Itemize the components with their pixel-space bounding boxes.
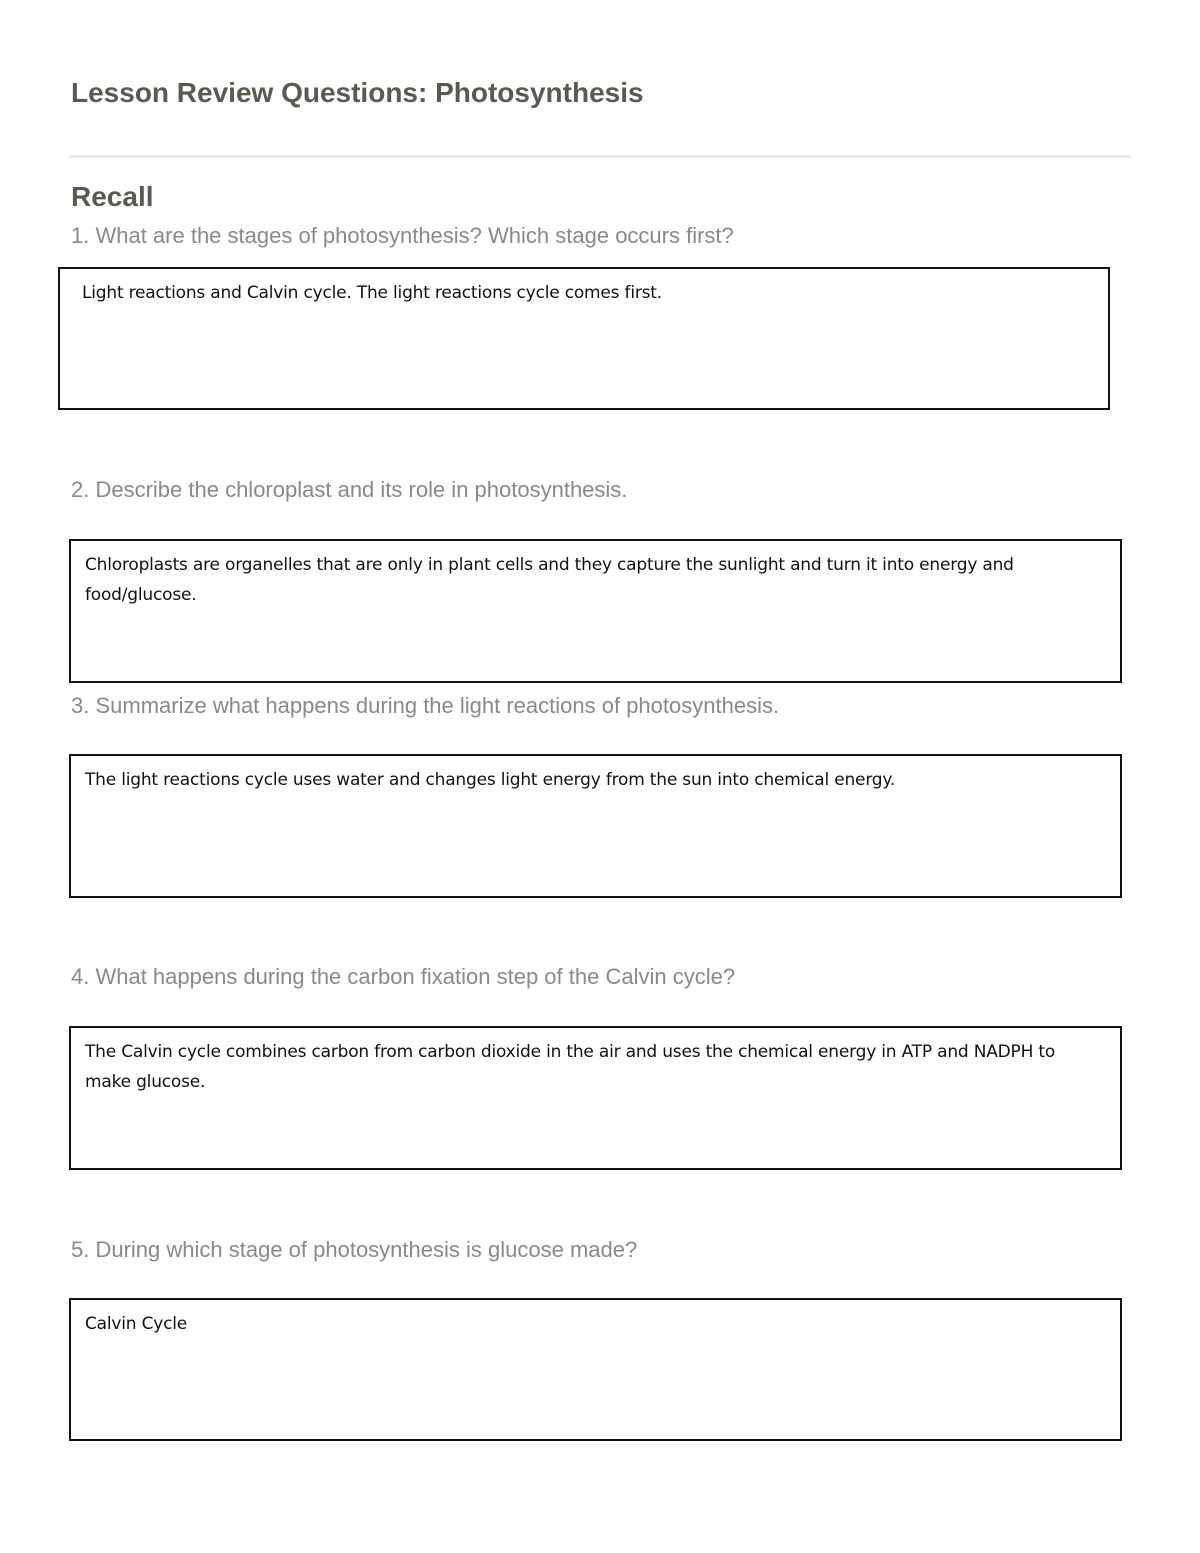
section-heading-recall: Recall <box>71 181 154 212</box>
page-title: Lesson Review Questions: Photosynthesis <box>71 77 644 108</box>
answer-5-text: Calvin Cycle <box>85 1314 188 1334</box>
answer-1-text: Light reactions and Calvin cycle. The light reactions cycle comes first. <box>82 283 662 303</box>
answer-box-4[interactable] <box>69 1026 1122 1170</box>
question-3-prompt: 3. Summarize what happens during the light reactions of photosynthesis. <box>71 693 780 718</box>
question-5-prompt: 5. During which stage of photosynthesis is glucose made? <box>71 1237 638 1262</box>
answer-3-text: The light reactions cycle uses water and changes light energy from the sun into chemical energy. <box>85 770 896 790</box>
answer-box-1[interactable] <box>58 267 1110 410</box>
question-4-prompt: 4. What happens during the carbon fixation step of the Calvin cycle? <box>71 964 736 989</box>
answer-4-text: The Calvin cycle combines carbon from carbon dioxide in the air and uses the chemical energy in ATP and NADPH to make glucose. <box>85 1042 1056 1092</box>
answer-box-2[interactable] <box>69 539 1122 683</box>
answer-box-3[interactable] <box>69 754 1122 898</box>
question-1-prompt: 1. What are the stages of photosynthesis? Which stage occurs first? <box>71 223 734 248</box>
answer-box-5[interactable] <box>69 1298 1122 1441</box>
question-2-prompt: 2. Describe the chloroplast and its role in photosynthesis. <box>71 477 628 502</box>
answer-2-text: Chloroplasts are organelles that are only in plant cells and they capture the sunlight and turn it into energy and food/glucose. <box>85 555 1014 605</box>
title-divider <box>70 155 1130 158</box>
